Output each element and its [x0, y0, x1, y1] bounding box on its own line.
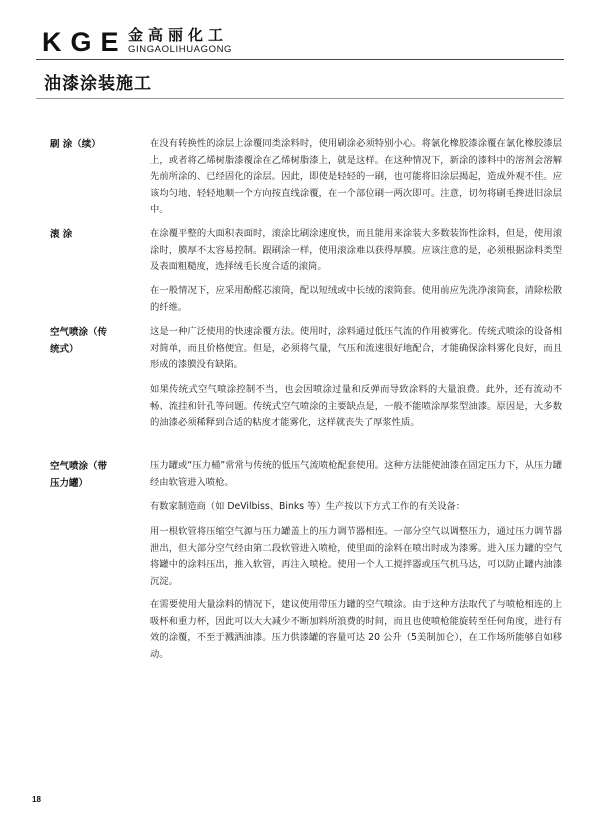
paragraph: 在没有转换性的涂层上涂覆同类涂料时，使用刷涂必须特别小心。将氯化橡胶漆涂覆在氯化橡胶漆层上，或者将乙烯树脂漆覆涂在乙烯树脂漆上，就是这样。在这种情况下，新涂的漆料中的溶剂会溶解先前所涂的、已经固化的涂层。因此，即使是轻轻的一刷，也可能将旧涂层揭起，造成外观不佳。应该均匀地、轻轻地顺一个方向按直线涂覆，在一个部位刷一两次即可。注意，切勿将刷毛搀进旧涂层中。 [150, 138, 562, 215]
paragraph: 如果传统式空气喷涂控制不当，也会因喷涂过量和反弹而导致涂料的大量浪费。此外，还有流动不畅、流挂和针孔等问题。传统式空气喷涂的主要缺点是，一般不能喷涂厚浆型油漆。原因是，大多数的油漆必须稀释到合适的粘度才能雾化，这样就丧失了厚浆性质。 [150, 384, 562, 428]
paragraph: 有数家制造商（如 DeVilbiss、Binks 等）生产按以下方式工作的有关设备： [150, 501, 466, 512]
header-divider [36, 59, 564, 60]
section-label-pressure-pot-spray: 空气喷涂（带压力罐） [50, 461, 108, 489]
title-divider [36, 98, 564, 99]
paragraph: 在涂覆平整的大面积表面时，滚涂比刷涂速度快，而且能用来涂装大多数装饰性涂料，但是，使用滚涂时，膜厚不太容易控制。跟刷涂一样，使用滚涂难以获得厚膜。应该注意的是，必须根据涂料类型及表面粗糙度，选择绒毛长度合适的滚筒。 [150, 228, 562, 272]
paragraph: 在需要使用大量涂料的情况下，建议使用带压力罐的空气喷涂。由于这种方法取代了与喷枪相连的上吸杯和重力杯，因此可以大大减少不断加料所浪费的时间，而且也使喷枪能旋转至任何角度，进行有效的涂覆，不至于溅洒油漆。压力供漆罐的容量可达 20 公升（5美制加仑），在工作场所能够自如移动。 [150, 599, 562, 660]
section-label-brushing: 刷 涂（续） [50, 139, 101, 150]
page-number: 18 [32, 795, 41, 804]
paragraph: 这是一种广泛使用的快速涂覆方法。使用时，涂料通过低压气流的作用被雾化。传统式喷涂的设备相对简单，而且价格便宜。但是，必须将气量，气压和流速很好地配合，才能确保涂料雾化良好，而且形成的漆膜没有缺陷。 [150, 326, 562, 370]
page-title: 油漆涂装施工 [44, 74, 152, 94]
section-label-rolling: 滚 涂 [50, 229, 73, 240]
paragraph: 用一根软管将压缩空气源与压力罐盖上的压力调节器相连。一部分空气以调整压力，通过压力调节器泄出，但大部分空气经由第二段软管进入喷枪，使里面的涂料在喷出时成为漆雾。进入压力罐的空气将罐中的涂料压出，推入软管，再注入喷枪。使用一个人工搅拌器或压气机马达，可以防止罐内油漆沉淀。 [150, 526, 562, 587]
paragraph: 压力罐或“压力桶”常常与传统的低压气流喷枪配套使用。这种方法能使油漆在固定压力下，从压力罐经由软管进入喷枪。 [150, 460, 562, 488]
section-label-conventional-spray: 空气喷涂（传统式） [50, 327, 108, 355]
logo-letters: KGE [42, 27, 128, 57]
logo-chinese-name: 金高丽化工 [128, 26, 229, 44]
paragraph: 在一般情况下，应采用酚醛芯滚筒，配以短绒或中长绒的滚筒套。使用前应先洗净滚筒套，清除松散的纤维。 [150, 285, 562, 313]
logo-pinyin-name: GINGAOLIHUAGONG [128, 44, 233, 55]
